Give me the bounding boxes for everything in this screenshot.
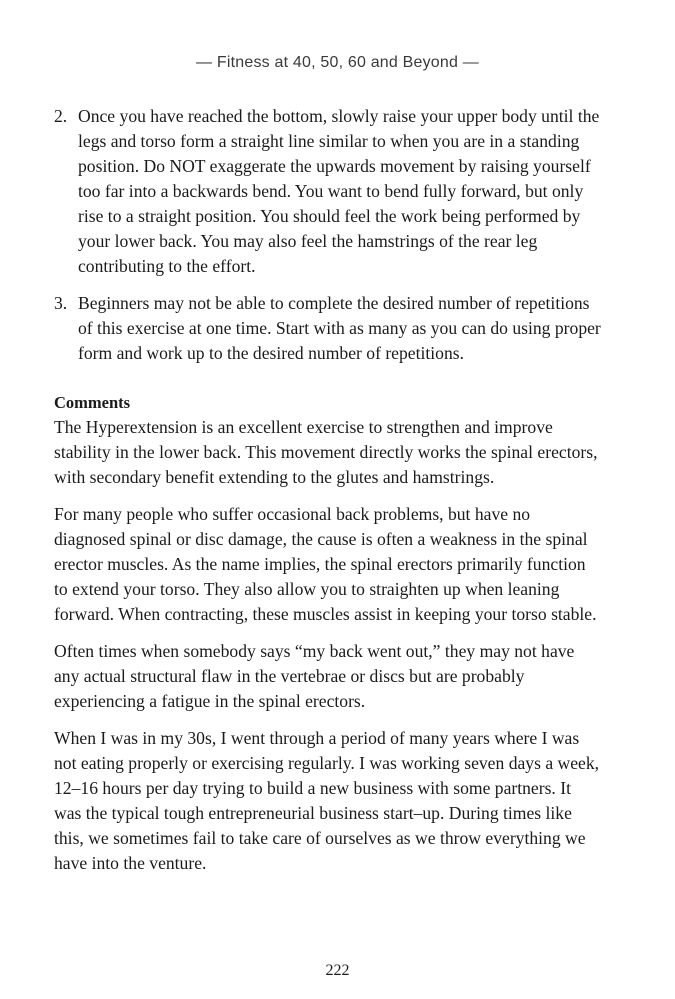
step-number: 3. xyxy=(54,293,68,313)
section-heading-comments: Comments xyxy=(54,393,131,412)
step-text: Once you have reached the bottom, slowly raise your upper body until the legs and torso form a straight line similar to when you are in a standing position. Do NOT exaggerate the upwards movement by raising yourself too far into a backwards bend. You want to bend fully forward, but only rise to a straight position. You should feel the work being performed by your lower back. You may also feel the hamstrings of the rear leg contributing to the effort. xyxy=(78,106,600,276)
page-body xyxy=(54,104,602,888)
paragraph: The Hyperextension is an excellent exercise to strengthen and improve stability in the lower back. This movement directly works the spinal erectors, with secondary benefit extending to the glutes and hamstrings. xyxy=(54,417,598,487)
page-number: 222 xyxy=(325,962,350,979)
step-number: 2. xyxy=(54,106,68,126)
paragraph: For many people who suffer occasional back problems, but have no diagnosed spinal or disc damage, the cause is often a weakness in the spinal erector muscles. As the name implies, the spinal erectors primarily function to extend your torso. They also allow you to straighten up when leaning forward. When contracting, these muscles assist in keeping your torso stable. xyxy=(54,504,597,624)
paragraph: Often times when somebody says “my back went out,” they may not have any actual structural flaw in the vertebrae or discs but are probably experiencing a fatigue in the spinal erectors. xyxy=(54,641,575,711)
paragraph: When I was in my 30s, I went through a period of many years where I was not eating properly or exercising regularly. I was working seven days a week, 12–16 hours per day trying to build a new business with some partners. It was the typical tough entrepreneurial business start–up. During times like this, we sometimes fail to take care of ourselves as we throw everything we have into the venture. xyxy=(54,728,600,873)
step-text: Beginners may not be able to complete the desired number of repetitions of this exercise at one time. Start with as many as you can do using proper form and work up to the desired number of repetitions. xyxy=(78,293,601,363)
running-head: — Fitness at 40, 50, 60 and Beyond — xyxy=(196,54,479,71)
numbered-step xyxy=(54,104,602,279)
numbered-step xyxy=(54,291,602,366)
